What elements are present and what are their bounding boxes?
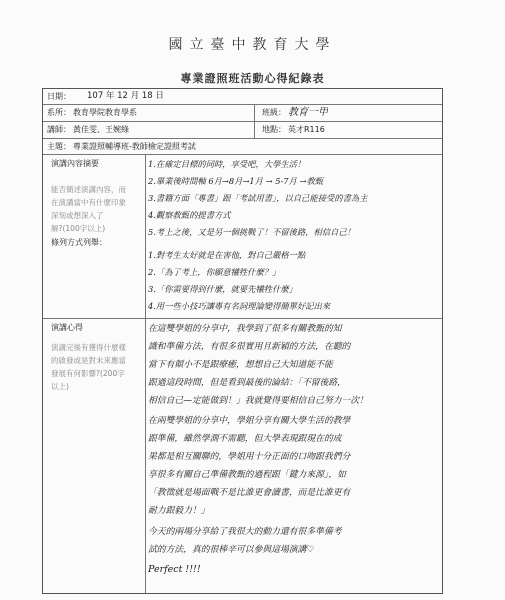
location-value[interactable]: 英才R116 xyxy=(288,125,325,134)
reflection-signoff: Perfect !!!! xyxy=(148,564,201,575)
reflection-line: 「教徵就是場面戰不是比誰更會讀書，而是比誰更有 xyxy=(148,488,351,498)
summary-line: 5.考上之後，又是另一個挑戰了！不留後路，相信自己！ xyxy=(148,227,356,237)
dept-label: 系所： xyxy=(47,108,71,117)
summary-line: 3.書籍方面「專書」跟「考試用書」，以自己能接受的書為主 xyxy=(148,193,368,203)
summary-line: 4.用一些小技巧讓專有名詞理論變得簡單好記出來 xyxy=(148,301,331,311)
reflection-heading: 演講心得 xyxy=(51,323,83,332)
format-label: 條列方式列舉： xyxy=(51,238,107,247)
university-title: 國立臺中教育大學 xyxy=(168,37,337,53)
summary-hint: 能否簡述演講內容，而 在演講當中有什麼印象 深刻或想深入了 解?(100字以上) xyxy=(51,185,126,233)
summary-line: 2.畢業後時間軸 6月→8月→1月 → 5-7月 →教甄 xyxy=(148,176,324,186)
summary-section xyxy=(43,155,442,319)
reflection-line: 在這雙學姐的分享中，我學到了很多有關教甄的知 xyxy=(148,324,342,334)
reflection-line: 跟準備，雖然學測不需聽，但大學表現跟現在的成 xyxy=(148,434,342,444)
date-value[interactable]: 107 年 12 月 18 日 xyxy=(87,91,164,101)
summary-heading: 演講內容摘要 xyxy=(51,159,99,168)
summary-line: 1.在確定目標的同時，享受吧，大學生活！ xyxy=(148,159,306,169)
reflection-section xyxy=(43,319,442,593)
topic-row xyxy=(43,139,442,155)
reflection-line: 耐力跟毅力！」 xyxy=(148,506,210,516)
lecturer-label: 講師： xyxy=(47,125,71,134)
date-label: 日期： xyxy=(47,92,71,101)
reflection-line: 跟過這段時間，但是看到最後的論結：「不留後路， xyxy=(148,378,346,388)
divider xyxy=(254,122,255,138)
class-label: 班級： xyxy=(262,108,286,117)
record-form xyxy=(42,88,443,594)
reflection-content[interactable] xyxy=(146,319,442,593)
lecturer-value[interactable]: 黃佳雯、王婉綠 xyxy=(73,125,129,134)
reflection-line: 相信自己—定能做到！」我就覺得要相信自己努力一次！ xyxy=(148,396,368,406)
lecturer-location-row xyxy=(43,122,442,139)
date-row xyxy=(43,89,442,105)
summary-prompt xyxy=(43,155,146,318)
summary-line: 1.對考生太好就是在害他，對自己嚴格一點 xyxy=(148,250,306,260)
summary-content[interactable] xyxy=(146,155,442,318)
reflection-line: 當下有顛小不是跟療癒，想想自己大知道能不能 xyxy=(148,360,333,370)
reflection-prompt xyxy=(43,319,146,593)
summary-line: 4.觀察教甄的提書方式 xyxy=(148,210,231,220)
reflection-line: 果都是相互關聯的，學姐用十分正面的口吻跟我們分 xyxy=(148,452,351,462)
reflection-line: 在兩雙學姐的分享中，學姐分享有關大學生活的教學 xyxy=(148,416,351,426)
summary-line: 2.「為了考上，你願意犧牲什麼？」 xyxy=(148,267,281,277)
dept-class-row xyxy=(43,105,442,122)
reflection-line: 試的方法，真的很棒辛可以參與這場演講♡ xyxy=(148,545,315,555)
topic-value[interactable]: 專業證照輔導班-教師檢定證照考試 xyxy=(73,142,196,151)
divider xyxy=(254,105,255,121)
reflection-line: 識和準備方法，有很多很實用且新穎的方法，在聽的 xyxy=(148,342,351,352)
reflection-line: 享很多有關自己準備教甄的過程跟「鍵力來源」，如 xyxy=(148,470,346,480)
topic-label: 主題： xyxy=(47,142,71,151)
summary-line: 3.「你需要得到什麼，就要先犧牲什麼」 xyxy=(148,284,297,294)
location-label: 地點： xyxy=(262,125,286,134)
class-value[interactable]: 教育一甲 xyxy=(288,107,328,118)
reflection-line: 今天的兩場分享給了我很大的動力還有很多準備考 xyxy=(148,527,342,537)
form-title: 專業證照班活動心得紀錄表 xyxy=(180,72,325,85)
reflection-hint: 演講完後有獲得什麼樣 的啟發或是對未來應當 發展有何影響?(200字 以上) xyxy=(51,343,126,391)
dept-value[interactable]: 教育學院教育學系 xyxy=(73,108,137,117)
